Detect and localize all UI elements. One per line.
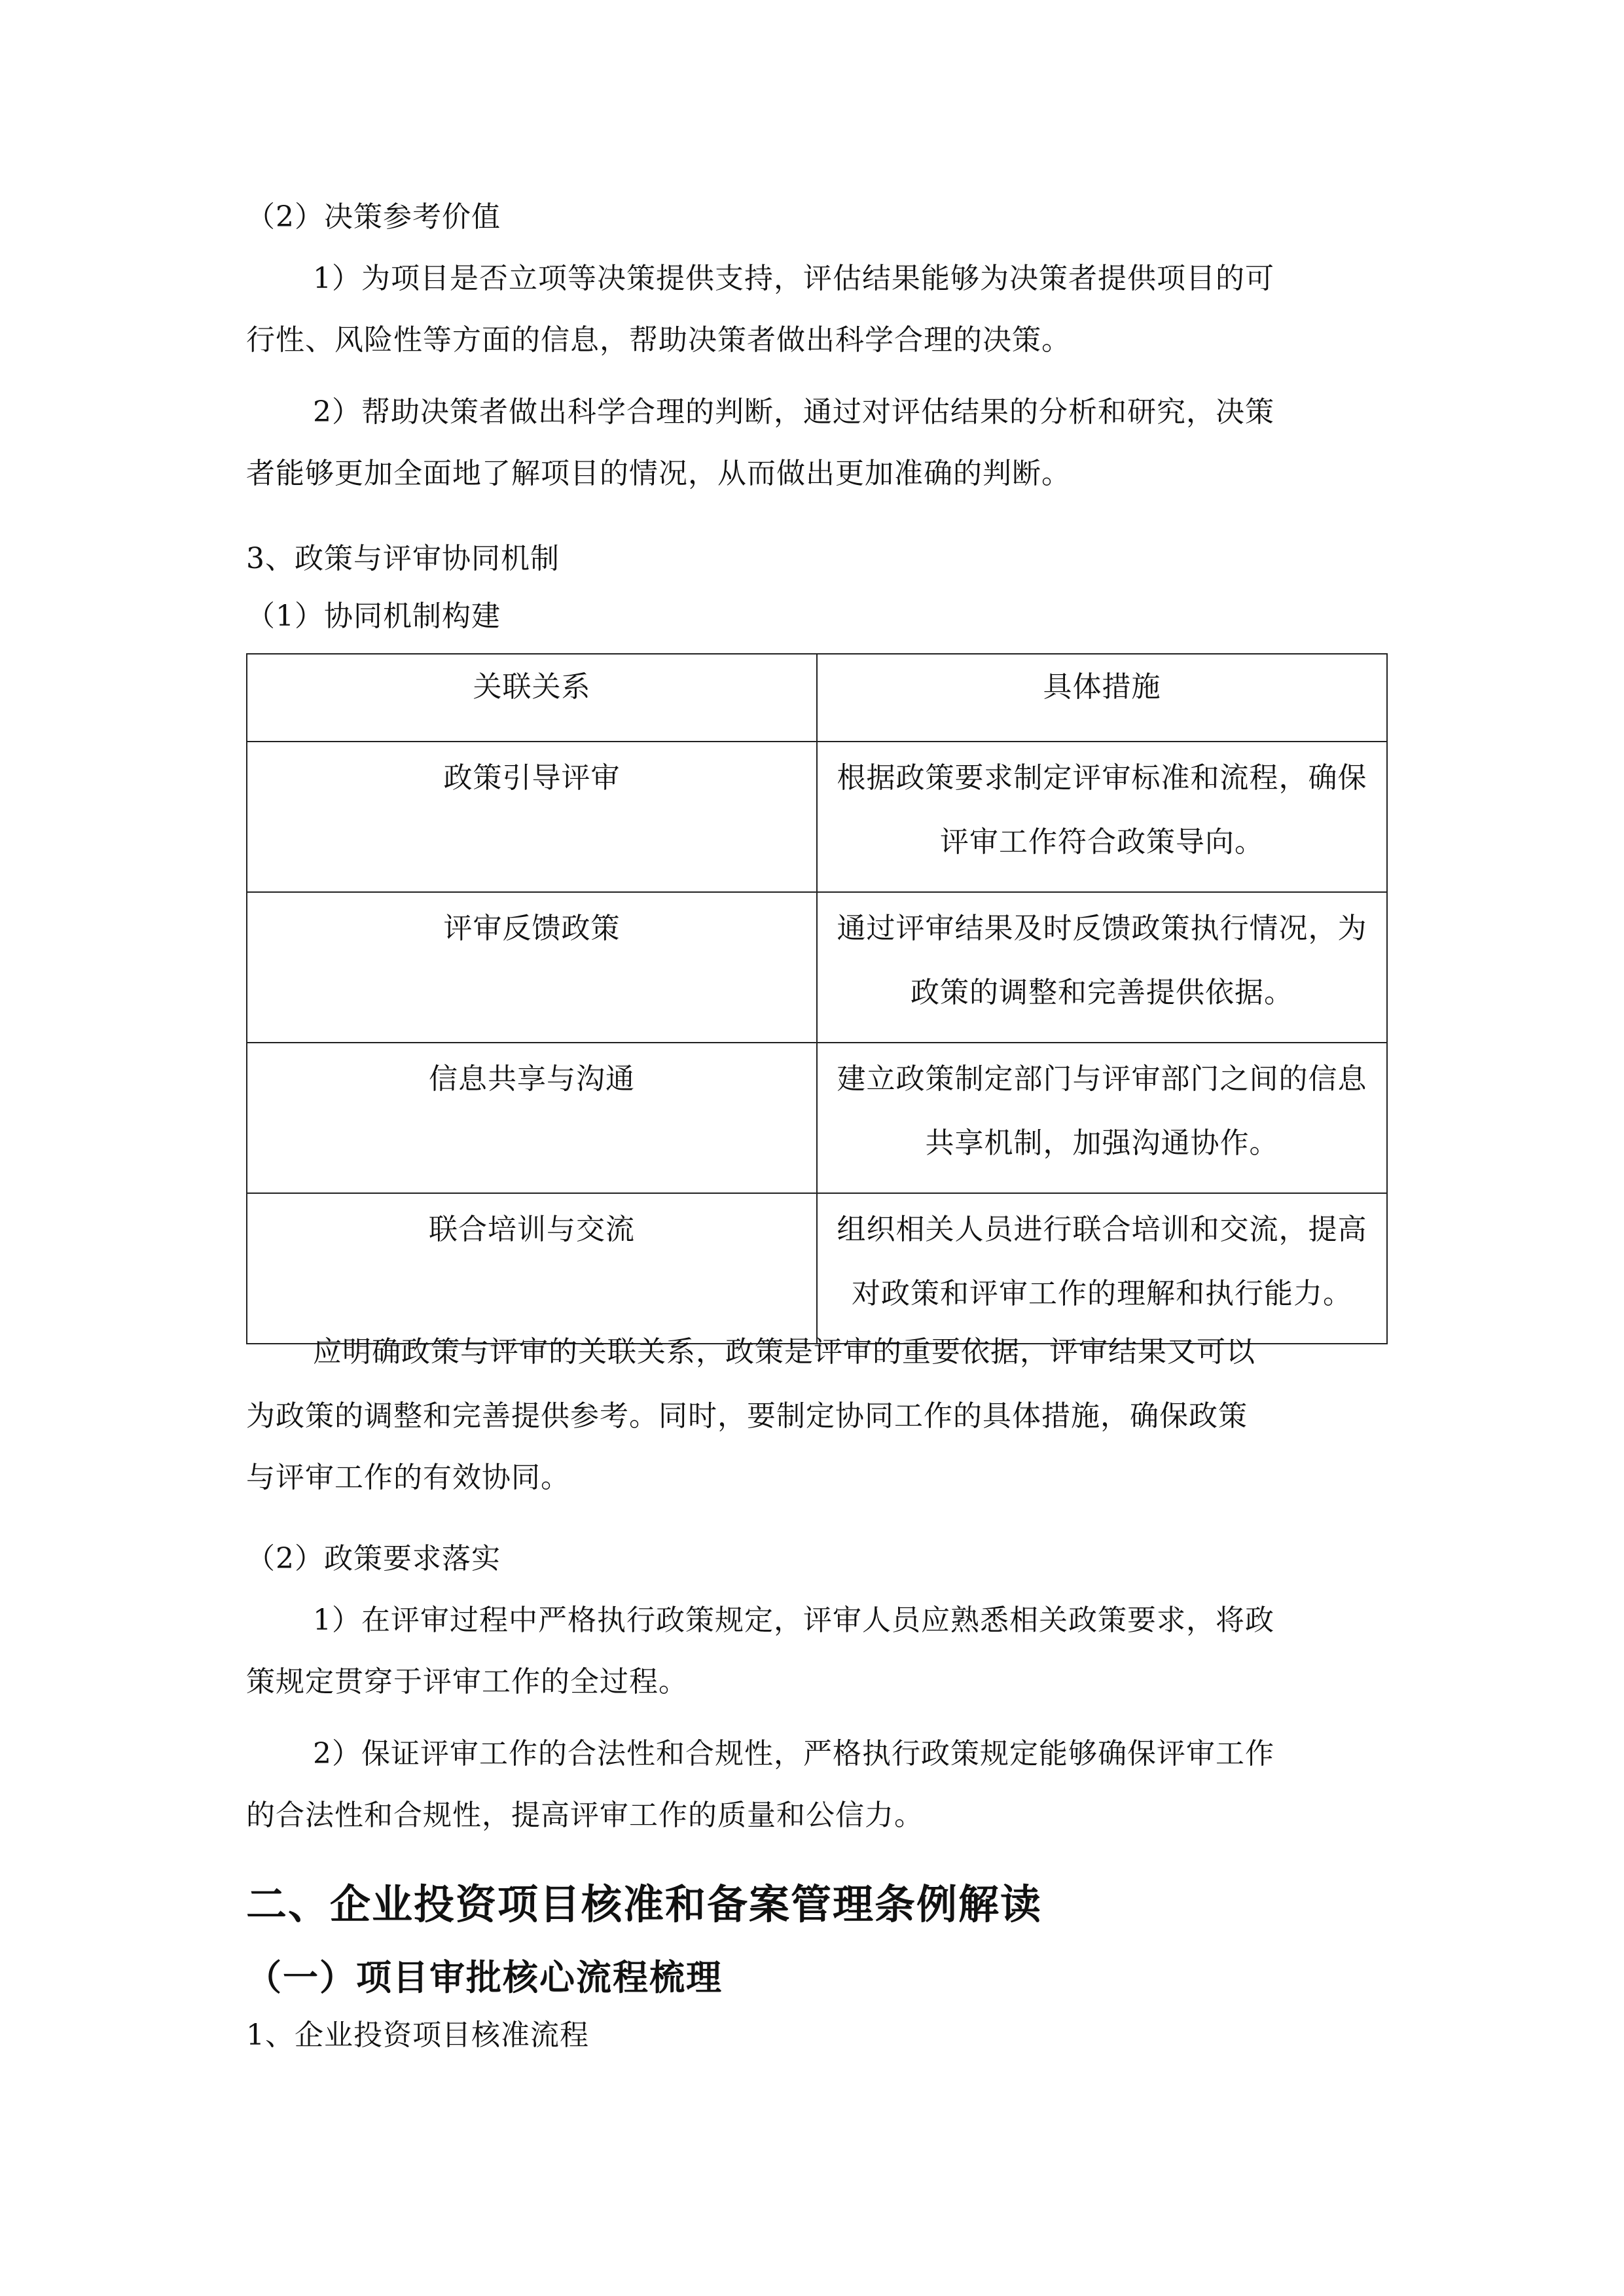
subsection-heading-decision-value: （2）决策参考价值 (246, 200, 501, 234)
relation-text: 政策引导评审 (443, 761, 621, 795)
table-cell-relation (247, 892, 817, 1043)
coordination-table (246, 653, 1388, 1344)
relation-text: 评审反馈政策 (443, 912, 621, 945)
coordination-paragraph-line-1: 应明确政策与评审的关联关系，政策是评审的重要依据，评审结果又可以 (313, 1335, 1255, 1369)
table-header-relation: 关联关系 (247, 654, 817, 742)
table-cell-measure (817, 892, 1387, 1043)
decision-item-2-line-2: 者能够更加全面地了解项目的情况，从而做出更加准确的判断。 (246, 457, 1071, 490)
implementation-item-2-line-1: 2）保证评审工作的合法性和合规性，严格执行政策规定能够确保评审工作 (313, 1737, 1274, 1770)
table-row (247, 892, 1387, 1043)
table-header-row (247, 654, 1387, 742)
decision-item-1-line-1: 1）为项目是否立项等决策提供支持，评估结果能够为决策者提供项目的可 (313, 262, 1274, 295)
table-cell-measure (817, 742, 1387, 892)
table-header-measure: 具体措施 (817, 654, 1387, 742)
measure-text: 组织相关人员进行联合培训和交流，提高对政策和评审工作的理解和执行能力。 (837, 1213, 1367, 1310)
implementation-item-1-line-2: 策规定贯穿于评审工作的全过程。 (246, 1665, 688, 1698)
chapter-section-title: （一）项目审批核心流程梳理 (246, 1956, 723, 1998)
table-row (247, 1193, 1387, 1344)
table-cell-measure (817, 1043, 1387, 1193)
subsection-heading-mechanism: （1）协同机制构建 (246, 600, 501, 633)
relation-text: 信息共享与沟通 (429, 1062, 635, 1096)
subsection-heading-policy-implementation: （2）政策要求落实 (246, 1542, 501, 1575)
measure-text: 根据政策要求制定评审标准和流程，确保评审工作符合政策导向。 (837, 761, 1367, 859)
table-row (247, 1043, 1387, 1193)
decision-item-1-line-2: 行性、风险性等方面的信息，帮助决策者做出科学合理的决策。 (246, 323, 1071, 357)
table-cell-relation (247, 742, 817, 892)
coordination-paragraph-line-2: 为政策的调整和完善提供参考。同时，要制定协同工作的具体措施，确保政策 (246, 1399, 1248, 1433)
chapter-item-1: 1、企业投资项目核准流程 (246, 2018, 589, 2052)
chapter-title: 二、企业投资项目核准和备案管理条例解读 (246, 1880, 1043, 1928)
section-heading-policy-review: 3、政策与评审协同机制 (246, 542, 560, 575)
decision-item-2-line-1: 2）帮助决策者做出科学合理的判断，通过对评估结果的分析和研究，决策 (313, 395, 1274, 429)
measure-text: 建立政策制定部门与评审部门之间的信息共享机制，加强沟通协作。 (837, 1062, 1367, 1160)
measure-text: 通过评审结果及时反馈政策执行情况，为政策的调整和完善提供依据。 (837, 912, 1367, 1009)
implementation-item-2-line-2: 的合法性和合规性，提高评审工作的质量和公信力。 (246, 1799, 924, 1832)
coordination-paragraph-line-3: 与评审工作的有效协同。 (246, 1461, 570, 1494)
implementation-item-1-line-1: 1）在评审过程中严格执行政策规定，评审人员应熟悉相关政策要求，将政 (313, 1604, 1274, 1637)
table-row (247, 742, 1387, 892)
table-cell-measure (817, 1193, 1387, 1344)
relation-text: 联合培训与交流 (429, 1213, 635, 1246)
table-cell-relation (247, 1193, 817, 1344)
table-cell-relation (247, 1043, 817, 1193)
